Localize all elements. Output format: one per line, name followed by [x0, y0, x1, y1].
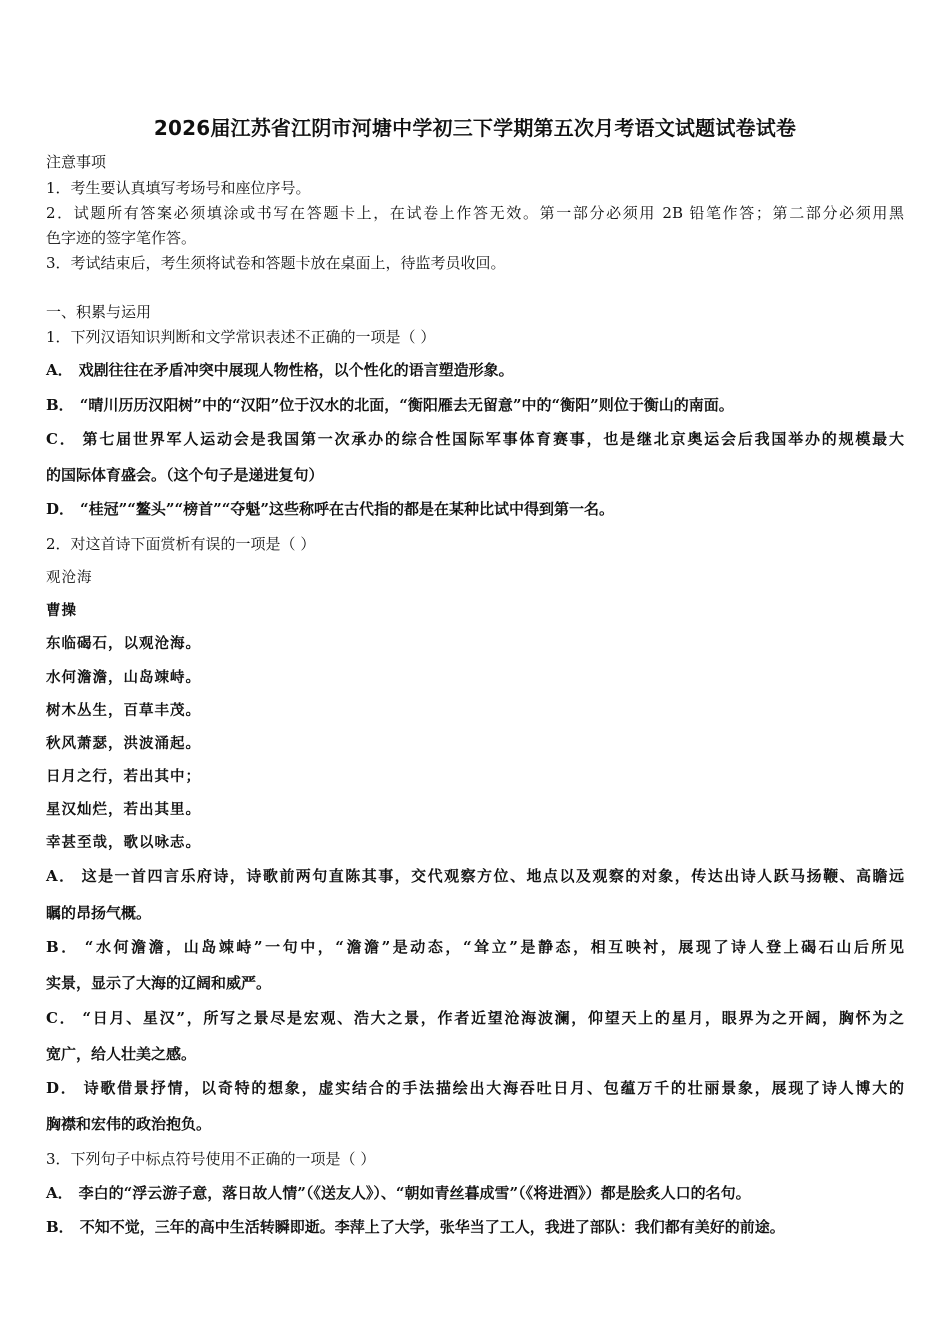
option-d [46, 498, 614, 519]
option-label: C． [46, 1009, 77, 1027]
option-text: 戏剧往往在矛盾冲突中展现人物性格，以个性化的语言塑造形象。 [78, 361, 514, 379]
poem-author: 曹操 [46, 602, 77, 619]
poem-line: 秋风萧瑟，洪波涌起。 [46, 735, 201, 752]
option-b [46, 394, 734, 415]
option-text: 李白的“浮云游子意，落日故人情”（《送友人》）、“朝如青丝暮成雪”（《将进酒》）都是脍炙人口的名句。 [78, 1184, 751, 1202]
question-stem: 3．下列句子中标点符号使用不正确的一项是（ ） [46, 1150, 376, 1168]
option-b [46, 1216, 785, 1237]
option-label: D． [46, 500, 75, 518]
option-c [46, 1007, 904, 1028]
option-label: C． [46, 430, 77, 448]
option-label: B． [46, 1218, 74, 1236]
poem-title: 观沧海 [46, 570, 93, 586]
option-label: A． [46, 867, 76, 885]
poem-line: 水何澹澹，山岛竦峙。 [46, 669, 201, 686]
option-d [46, 1077, 904, 1098]
notice-item: 色字迹的签字笔作答。 [46, 229, 197, 247]
option-text: 不知不觉，三年的高中生活转瞬即逝。李萍上了大学，张华当了工人，我进了部队：我们都有美好的前途。 [79, 1218, 785, 1236]
section-heading: 一、积累与运用 [46, 303, 152, 321]
option-label: B． [46, 938, 79, 956]
option-label: A． [46, 361, 73, 379]
page-title: 2026届江苏省江阴市河塘中学初三下学期第五次月考语文试题试卷试卷 [153, 116, 797, 140]
notice-item: 3．考试结束后，考生须将试卷和答题卡放在桌面上，待监考员收回。 [46, 254, 506, 272]
question-stem: 1．下列汉语知识判断和文学常识表述不正确的一项是（ ） [46, 328, 436, 346]
option-label: B． [46, 396, 74, 414]
option-d-continued: 胸襟和宏伟的政治抱负。 [46, 1115, 212, 1133]
option-b-continued: 实景，显示了大海的辽阔和威严。 [46, 974, 272, 992]
option-text: 诗歌借景抒情，以奇特的想象，虚实结合的手法描绘出大海吞吐日月、包蕴万千的壮丽景象，展现了诗人博大的 [83, 1079, 904, 1097]
poem-line: 幸甚至哉，歌以咏志。 [46, 834, 201, 851]
poem-line: 树木丛生，百草丰茂。 [46, 702, 201, 719]
option-c-continued: 的国际体育盛会。（这个句子是递进复句） [46, 466, 324, 484]
poem-line: 东临碣石，以观沧海。 [46, 635, 201, 652]
option-c-continued: 宽广，给人壮美之感。 [46, 1045, 197, 1063]
option-a [46, 359, 514, 380]
notice-heading: 注意事项 [46, 153, 107, 171]
option-text: 这是一首四言乐府诗，诗歌前两句直陈其事，交代观察方位、地点以及观察的对象，传达出诗人跃马扬鞭、高瞻远 [81, 867, 904, 885]
option-text: 第七届世界军人运动会是我国第一次承办的综合性国际军事体育赛事，也是继北京奥运会后我国举办的规模最大 [82, 430, 904, 448]
option-text: “桂冠”“鳌头”“榜首”“夺魁”这些称呼在古代指的都是在某种比试中得到第一名。 [80, 500, 615, 518]
option-label: D． [46, 1079, 78, 1097]
option-text: “日月、星汉”，所写之景尽是宏观、浩大之景，作者近望沧海波澜，仰望天上的星月，眼界为之开阔，胸怀为之 [82, 1009, 904, 1027]
option-b [46, 936, 904, 957]
option-text: “晴川历历汉阳树”中的“汉阳”位于汉水的北面，“衡阳雁去无留意”中的“衡阳”则位于衡山的南面。 [79, 396, 734, 414]
question-stem: 2．对这首诗下面赏析有误的一项是（ ） [46, 535, 316, 553]
option-c [46, 428, 904, 449]
notice-item: 2．试题所有答案必须填涂或书写在答题卡上，在试卷上作答无效。第一部分必须用 2B 铅笔作答；第二部分必须用黑 [46, 204, 904, 222]
option-a [46, 865, 904, 886]
notice-item: 1．考生要认真填写考场号和座位序号。 [46, 179, 311, 197]
poem-line: 星汉灿烂，若出其里。 [46, 801, 201, 818]
option-a-continued: 瞩的昂扬气概。 [46, 904, 152, 922]
option-text: “水何澹澹，山岛竦峙”一句中，“澹澹”是动态，“耸立”是静态，相互映衬，展现了诗人登上碣石山后所见 [84, 938, 904, 956]
option-a [46, 1182, 751, 1203]
poem-line: 日月之行，若出其中； [46, 768, 201, 785]
option-label: A． [46, 1184, 73, 1202]
